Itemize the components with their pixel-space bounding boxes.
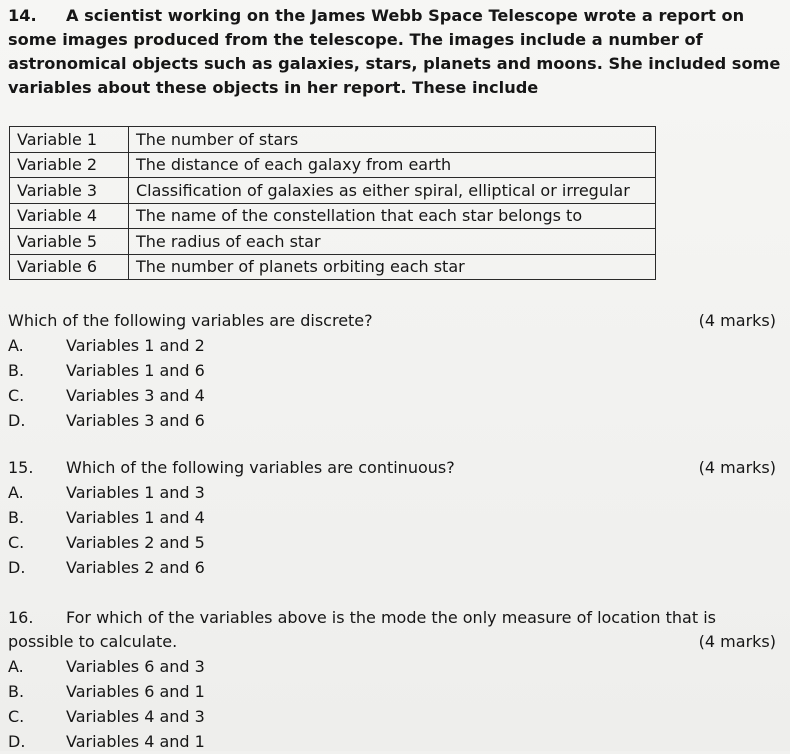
question-text-line-2: possible to calculate.: [8, 632, 178, 651]
variable-name: Variable 5: [10, 229, 129, 255]
option-text: Variables 4 and 3: [66, 707, 205, 726]
option-text: Variables 3 and 4: [66, 386, 205, 405]
marks-label: (4 marks): [698, 632, 776, 651]
option-text: Variables 1 and 3: [66, 483, 205, 502]
option-letter: A.: [8, 336, 24, 355]
variable-description: Classification of galaxies as either spiral, elliptical or irregular: [129, 178, 656, 204]
option-letter: B.: [8, 682, 25, 701]
option-d[interactable]: [8, 408, 784, 433]
variable-name: Variable 1: [10, 127, 129, 153]
option-d[interactable]: [8, 555, 784, 580]
variable-name: Variable 6: [10, 254, 129, 280]
option-text: Variables 1 and 2: [66, 336, 205, 355]
option-text: Variables 1 and 6: [66, 361, 205, 380]
variable-name: Variable 3: [10, 178, 129, 204]
question-16-number: 16.: [8, 608, 34, 627]
variable-name: Variable 2: [10, 152, 129, 178]
question-15: [8, 455, 784, 580]
option-text: Variables 2 and 6: [66, 558, 205, 577]
option-letter: D.: [8, 732, 26, 751]
option-a[interactable]: [8, 654, 784, 679]
question-16: [8, 606, 784, 754]
option-letter: C.: [8, 707, 25, 726]
option-letter: B.: [8, 361, 25, 380]
question-line: [8, 630, 784, 654]
option-letter: A.: [8, 483, 24, 502]
variable-description: The number of stars: [129, 127, 656, 153]
question-14-text: A scientist working on the James Webb Space Telescope wrote a report on some images produced from the telescope. The images include a number of astronomical objects such as galaxies, stars, planets and moons. She included some variables about these objects in her report. These include: [8, 6, 781, 97]
variable-description: The number of planets orbiting each star: [129, 254, 656, 280]
option-b[interactable]: [8, 505, 784, 530]
variable-description: The radius of each star: [129, 229, 656, 255]
option-letter: C.: [8, 386, 25, 405]
variables-table: [9, 126, 656, 280]
marks-label: (4 marks): [698, 311, 776, 330]
option-text: Variables 2 and 5: [66, 533, 205, 552]
question-14-number: 14.: [8, 6, 37, 25]
table-row: [10, 229, 656, 255]
option-b[interactable]: [8, 358, 784, 383]
question-text: Which of the following variables are discrete?: [8, 311, 373, 330]
option-letter: D.: [8, 411, 26, 430]
option-text: Variables 3 and 6: [66, 411, 205, 430]
table-row: [10, 127, 656, 153]
option-text: Variables 4 and 1: [66, 732, 205, 751]
table-row: [10, 203, 656, 229]
option-text: Variables 6 and 1: [66, 682, 205, 701]
question-14-discrete: [8, 308, 784, 433]
option-a[interactable]: [8, 480, 784, 505]
variable-description: The distance of each galaxy from earth: [129, 152, 656, 178]
option-text: Variables 1 and 4: [66, 508, 205, 527]
option-c[interactable]: [8, 530, 784, 555]
marks-label: (4 marks): [698, 458, 776, 477]
option-letter: A.: [8, 657, 24, 676]
table-row: [10, 178, 656, 204]
option-c[interactable]: [8, 704, 784, 729]
question-text-line-1: For which of the variables above is the mode the only measure of location that is: [66, 608, 716, 627]
question-15-number: 15.: [8, 458, 34, 477]
question-line: [8, 606, 784, 630]
table-row: [10, 254, 656, 280]
option-c[interactable]: [8, 383, 784, 408]
option-d[interactable]: [8, 729, 784, 754]
question-line: [8, 455, 784, 480]
question-text: Which of the following variables are continuous?: [66, 458, 455, 477]
table-row: [10, 152, 656, 178]
question-14-intro: [8, 4, 784, 100]
option-text: Variables 6 and 3: [66, 657, 205, 676]
question-line: [8, 308, 784, 333]
option-b[interactable]: [8, 679, 784, 704]
option-letter: C.: [8, 533, 25, 552]
option-letter: B.: [8, 508, 25, 527]
option-a[interactable]: [8, 333, 784, 358]
variable-name: Variable 4: [10, 203, 129, 229]
variable-description: The name of the constellation that each star belongs to: [129, 203, 656, 229]
option-letter: D.: [8, 558, 26, 577]
